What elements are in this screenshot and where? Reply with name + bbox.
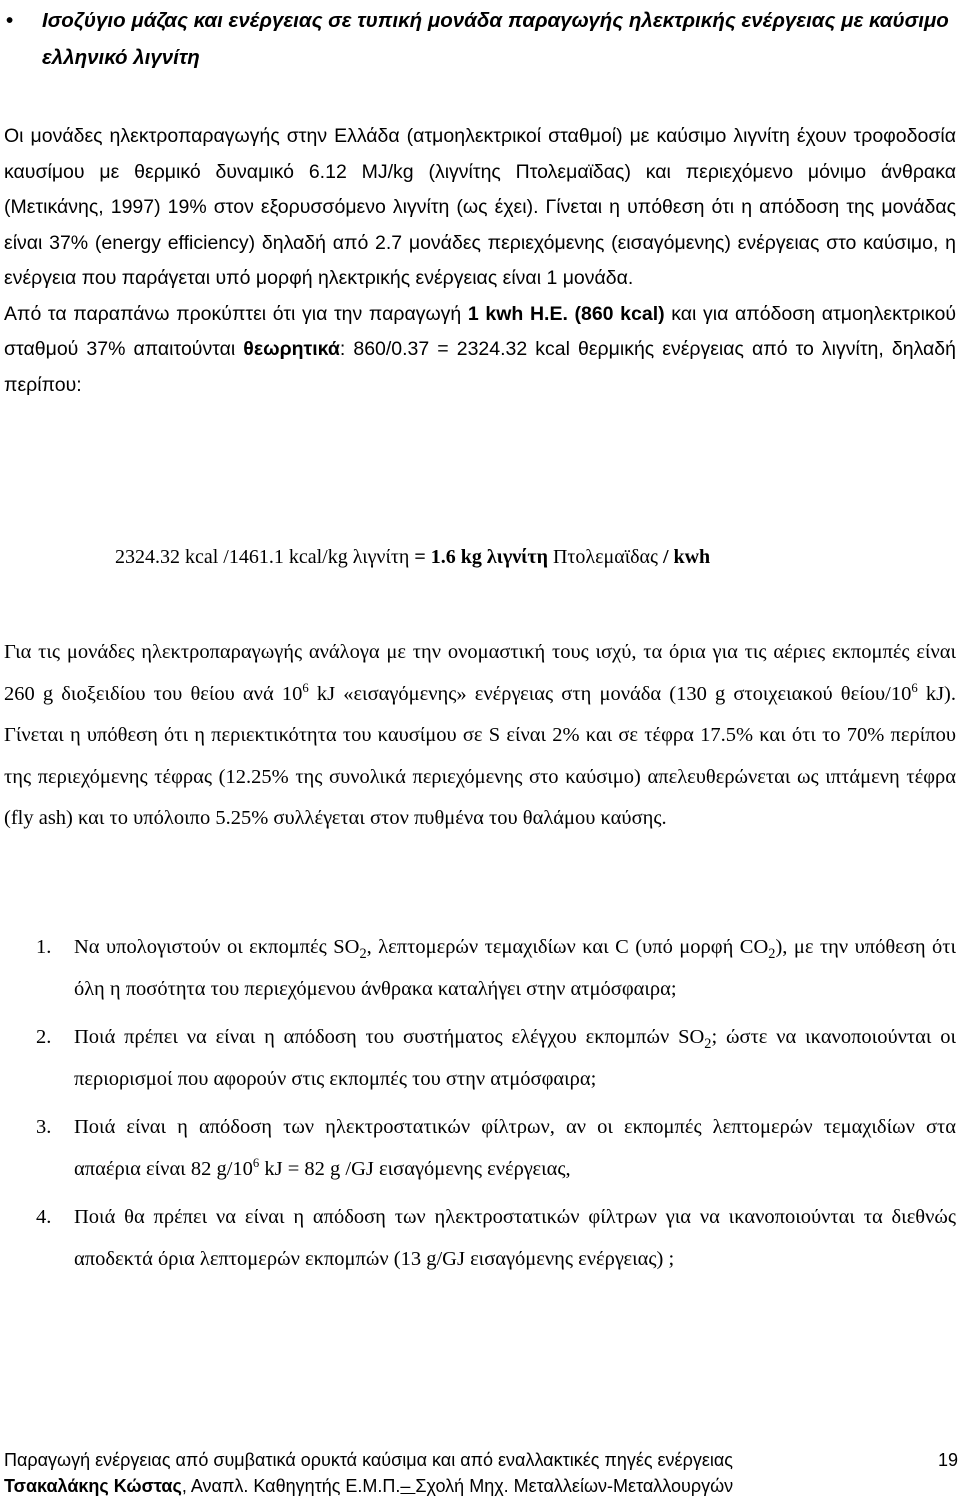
question-text: , λεπτομερών τεμαχιδίων και C (υπό μορφή CO <box>366 936 769 958</box>
question-text: Να υπολογιστούν οι εκπομπές SO <box>74 936 360 958</box>
intro-text: Οι μονάδες ηλεκτροπαραγωγής στην Ελλάδα (ατμοηλεκτρικοί σταθμοί) με καύσιμο λιγνίτη έχουν τροφοδοσία καυσίμου με θερμικό δυναμικό 6.12 MJ/kg (λιγνίτης Πτολεμαϊδας) και περιεχόμενο μόνιμο άνθρακα (Μετικάνης, 1997) 19% στον εξορυσσόμενο λιγνίτη (ως έχει). Γίνεται η υπόθεση ότι η απόδοση της μονάδας είναι 37% (energy efficiency) δηλαδή από 2.7 μονάδες περιεχόμενης (εισαγόμενης) ενέργειας στο καύσιμο, η ενέργεια που παράγεται υπό μορφή ηλεκτρικής ενέργειας είναι 1 μονάδα. <box>4 125 956 289</box>
footer-course-title: Παραγωγή ενέργειας από συμβατικά ορυκτά καύσιμα και από εναλλακτικές πηγές ενέργειας <box>4 1450 733 1470</box>
theoretically-bold: θεωρητικά <box>243 338 340 360</box>
subscript: 2 <box>359 946 367 963</box>
exponent: 6 <box>911 680 918 695</box>
calc-unit-bold: / kwh <box>662 546 711 568</box>
calculation-line <box>115 546 710 569</box>
question-text: Ποιά είναι η απόδοση των ηλεκτροστατικών φίλτρων, αν οι εκπομπές λεπτομερών τεμαχιδίων στα απαέρια είναι 82 g/10 <box>74 1116 956 1180</box>
question-text: Ποιά πρέπει να είναι η απόδοση του συστήματος ελέγχου εκπομπών SO <box>74 1026 705 1048</box>
result-kwh-bold: 1 kwh Η.Ε. (860 kcal) <box>467 302 665 325</box>
question-item <box>0 1106 956 1190</box>
section-heading-text: Ισοζύγιο μάζας και ενέργειας σε τυπική μονάδα παραγωγής ηλεκτρικής ενέργειας με καύσιμο ελληνικό λιγνίτη <box>42 9 949 69</box>
exponent: 6 <box>252 1156 260 1171</box>
calc-c: Πτολεμαϊδας <box>547 546 663 568</box>
question-text: Ποιά θα πρέπει να είναι η απόδοση των ηλεκτροστατικών φίλτρων για να ικανοποιούνται τα διεθνώς αποδεκτά όρια λεπτομερών εκπομπών (13 g/GJ εισαγόμενης ενέργειας) ; <box>74 1206 956 1270</box>
calc-result-bold: = 1.6 kg λιγνίτη <box>414 546 548 568</box>
question-item <box>0 1016 956 1100</box>
emissions-a: Για τις μονάδες ηλεκτροπαραγωγής ανάλογα με την ονομαστική τους ισχύ, τα όρια για τις αέριες εκπομπές είναι 260 g διοξειδίου του θείου ανά 10 <box>4 641 956 705</box>
question-number: 4. <box>36 1206 52 1228</box>
emissions-c: kJ). Γίνεται η υπόθεση ότι η περιεκτικότητα του καυσίμου σε S είναι 2% και σε τέφρα 17.5% και ότι το 70% περίπου της περιεχόμενης τέφρας (12.25% της συνολικά περιεχόμενης στο καύσιμο) απελευθερώνεται ως ιπτάμενη τέφρα (fly ash) και το υπόλοιπο 5.25% συλλέγεται στον πυθμένα του θαλάμου καύσης. <box>4 682 957 829</box>
subscript: 2 <box>768 946 776 963</box>
author-school: Σχολή Μηχ. Μεταλλείων-Μεταλλουργών <box>415 1476 734 1496</box>
question-list <box>0 926 956 1286</box>
page-number: 19 <box>937 1450 958 1470</box>
emissions-paragraph <box>4 632 956 840</box>
question-item <box>0 1196 956 1280</box>
footer-author <box>4 1474 958 1498</box>
calc-a: 2324.32 kcal /1461.1 kcal/kg λιγνίτη <box>115 546 415 568</box>
question-number: 2. <box>36 1026 52 1048</box>
question-text: ; ώστε να ικανοποιούνται οι περιορισμοί που αφορούν στις εκπομπές του στην ατμόσφαιρα; <box>74 1026 956 1090</box>
author-name: Τσακαλάκης Κώστας <box>4 1476 182 1496</box>
question-item <box>0 926 956 1010</box>
result-text-e: : 860/0.37 = 2324.32 kcal θερμικής ενέργειας από το λιγνίτη, δηλαδή περίπου: <box>4 338 956 396</box>
result-text-a: Από τα παραπάνω προκύπτει ότι για την παραγωγή <box>4 302 468 325</box>
question-number: 1. <box>36 936 52 958</box>
author-title: , Αναπλ. Καθηγητής Ε.Μ.Π. <box>181 1476 401 1496</box>
section-heading <box>6 2 956 76</box>
question-number: 3. <box>36 1116 52 1138</box>
question-text: kJ = 82 g /GJ εισαγόμενης ενέργειας, <box>259 1158 571 1180</box>
bullet-icon: • <box>6 9 14 32</box>
footer-dash: – <box>400 1476 416 1496</box>
intro-paragraph <box>4 119 956 403</box>
footer-title <box>4 1448 958 1472</box>
subscript: 2 <box>704 1036 712 1053</box>
question-text: ), με την υπόθεση ότι όλη η ποσότητα του περιεχόμενου άνθρακα καταλήγει στην ατμόσφαιρα; <box>74 936 957 1000</box>
exponent: 6 <box>302 680 309 695</box>
emissions-b: kJ «εισαγόμενης» ενέργειας στη μονάδα (130 g στοιχειακού θείου/10 <box>308 682 912 705</box>
result-text-c: και για απόδοση ατμοηλεκτρικού σταθμού 37% απαιτούνται <box>4 302 956 360</box>
